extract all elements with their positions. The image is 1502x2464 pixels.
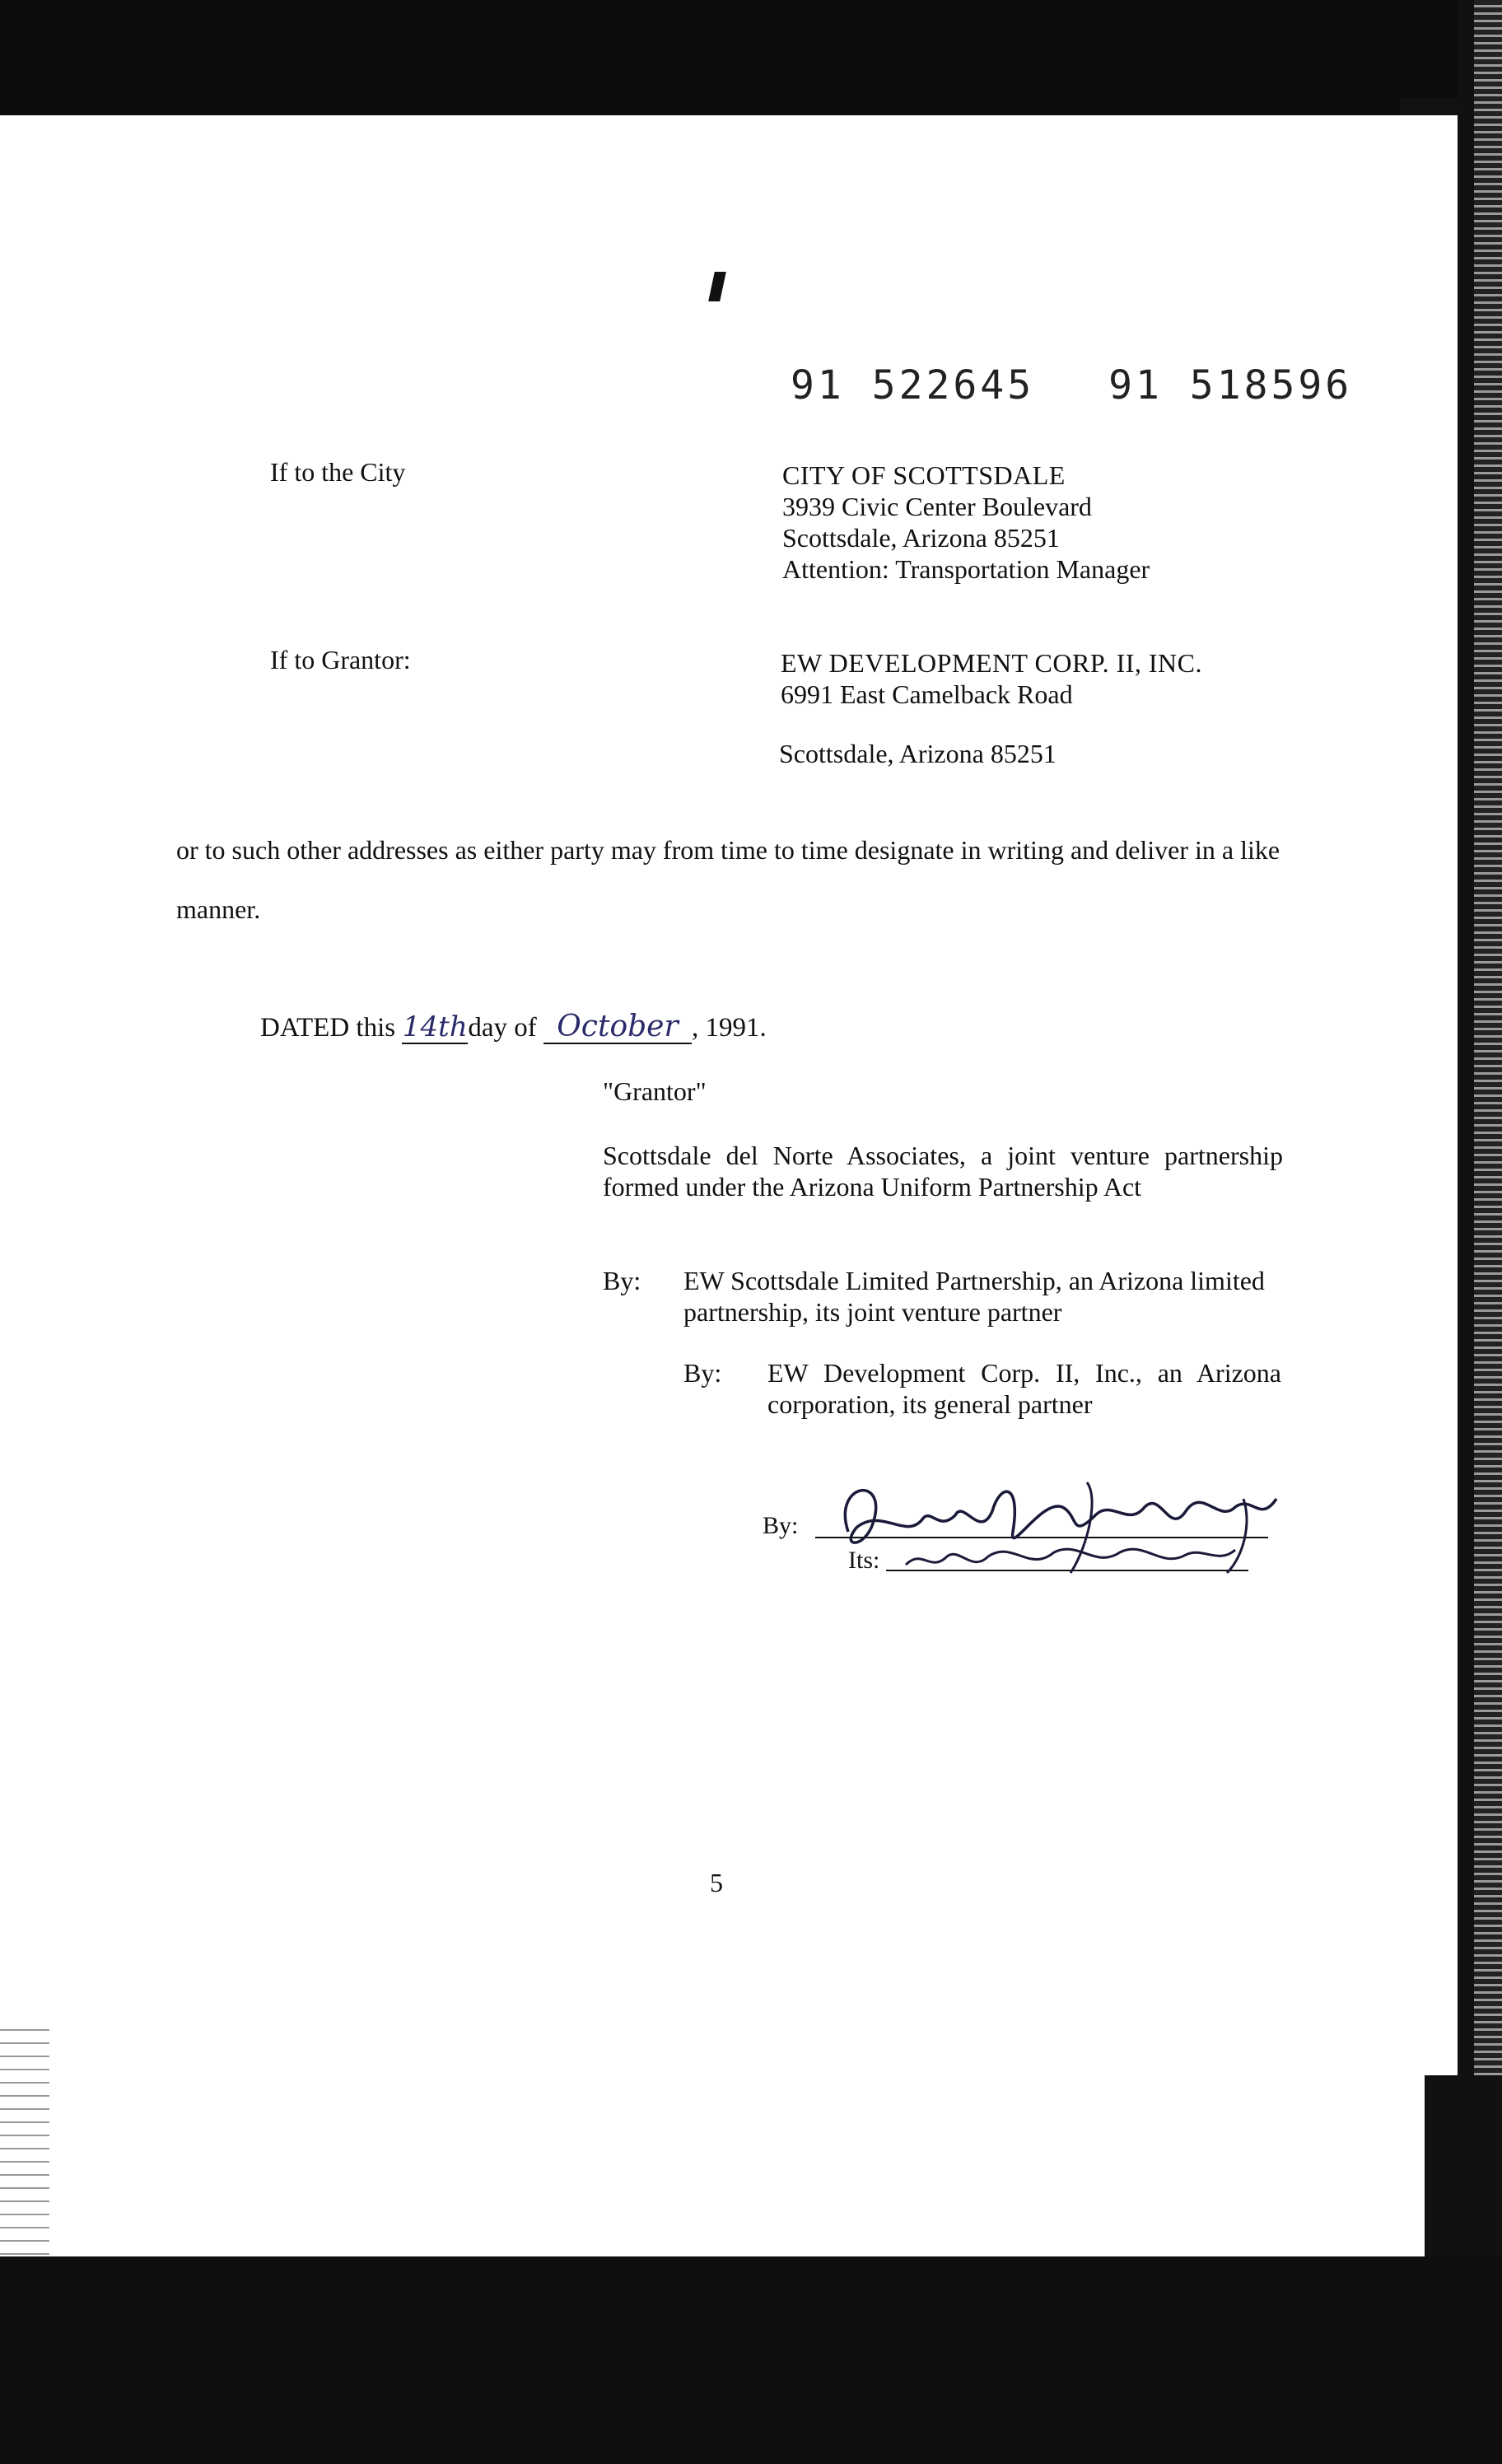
city-address-block: [782, 460, 1150, 585]
grantor-street: 6991 East Camelback Road: [781, 679, 1073, 709]
by-text-1: EW Scottsdale Limited Partnership, an Arizona limited partnership, its joint venture partner: [683, 1266, 1265, 1327]
grantor-entity-name: Scottsdale del Norte Associates, a joint venture partnership formed under the Arizona Uniform Partnership Act: [603, 1141, 1283, 1202]
scan-noise-left: [0, 2018, 49, 2265]
by-label-1: By:: [603, 1266, 641, 1295]
recording-number-2: 91 518596: [1108, 362, 1353, 408]
dated-line: [260, 1011, 767, 1044]
city-attention: Attention: Transportation Manager: [782, 554, 1150, 584]
grantor-company: EW DEVELOPMENT CORP. II, INC.: [781, 648, 1202, 678]
dated-month-handwritten: October: [543, 1011, 692, 1044]
closing-paragraph: or to such other addresses as either party may from time to time designate in writing and deliver in a like manner.: [176, 835, 1280, 924]
by-label-2: By:: [683, 1358, 722, 1388]
grantor-heading: "Grantor": [603, 1076, 707, 1106]
dated-prefix: DATED this: [260, 1013, 396, 1043]
dated-middle: day of: [468, 1013, 537, 1043]
city-street: 3939 Civic Center Boulevard: [782, 492, 1092, 521]
recording-numbers: [791, 362, 1352, 408]
dated-year: , 1991.: [691, 1013, 767, 1043]
scan-border-bottom-right: [1425, 2075, 1502, 2273]
scan-border-bottom: [0, 2256, 1502, 2464]
city-locality: Scottsdale, Arizona 85251: [782, 523, 1060, 553]
city-name: CITY OF SCOTTSDALE: [782, 460, 1066, 490]
signature-its-label: Its:: [848, 1547, 880, 1574]
dated-day-handwritten: 14th: [402, 1010, 468, 1043]
scan-border-top: [0, 0, 1502, 115]
page-number: 5: [710, 1868, 723, 1897]
grantor-notice-label: If to Grantor:: [270, 645, 411, 674]
grantor-locality: Scottsdale, Arizona 85251: [779, 739, 1057, 768]
handwritten-signature: [815, 1449, 1293, 1589]
recording-number-1: 91 522645: [791, 362, 1035, 408]
city-notice-label: If to the City: [270, 457, 406, 487]
signature-by-label: By:: [763, 1512, 799, 1539]
by-text-2: EW Development Corp. II, Inc., an Arizona corporation, its general partner: [767, 1358, 1281, 1419]
grantor-address-block: [781, 647, 1202, 710]
